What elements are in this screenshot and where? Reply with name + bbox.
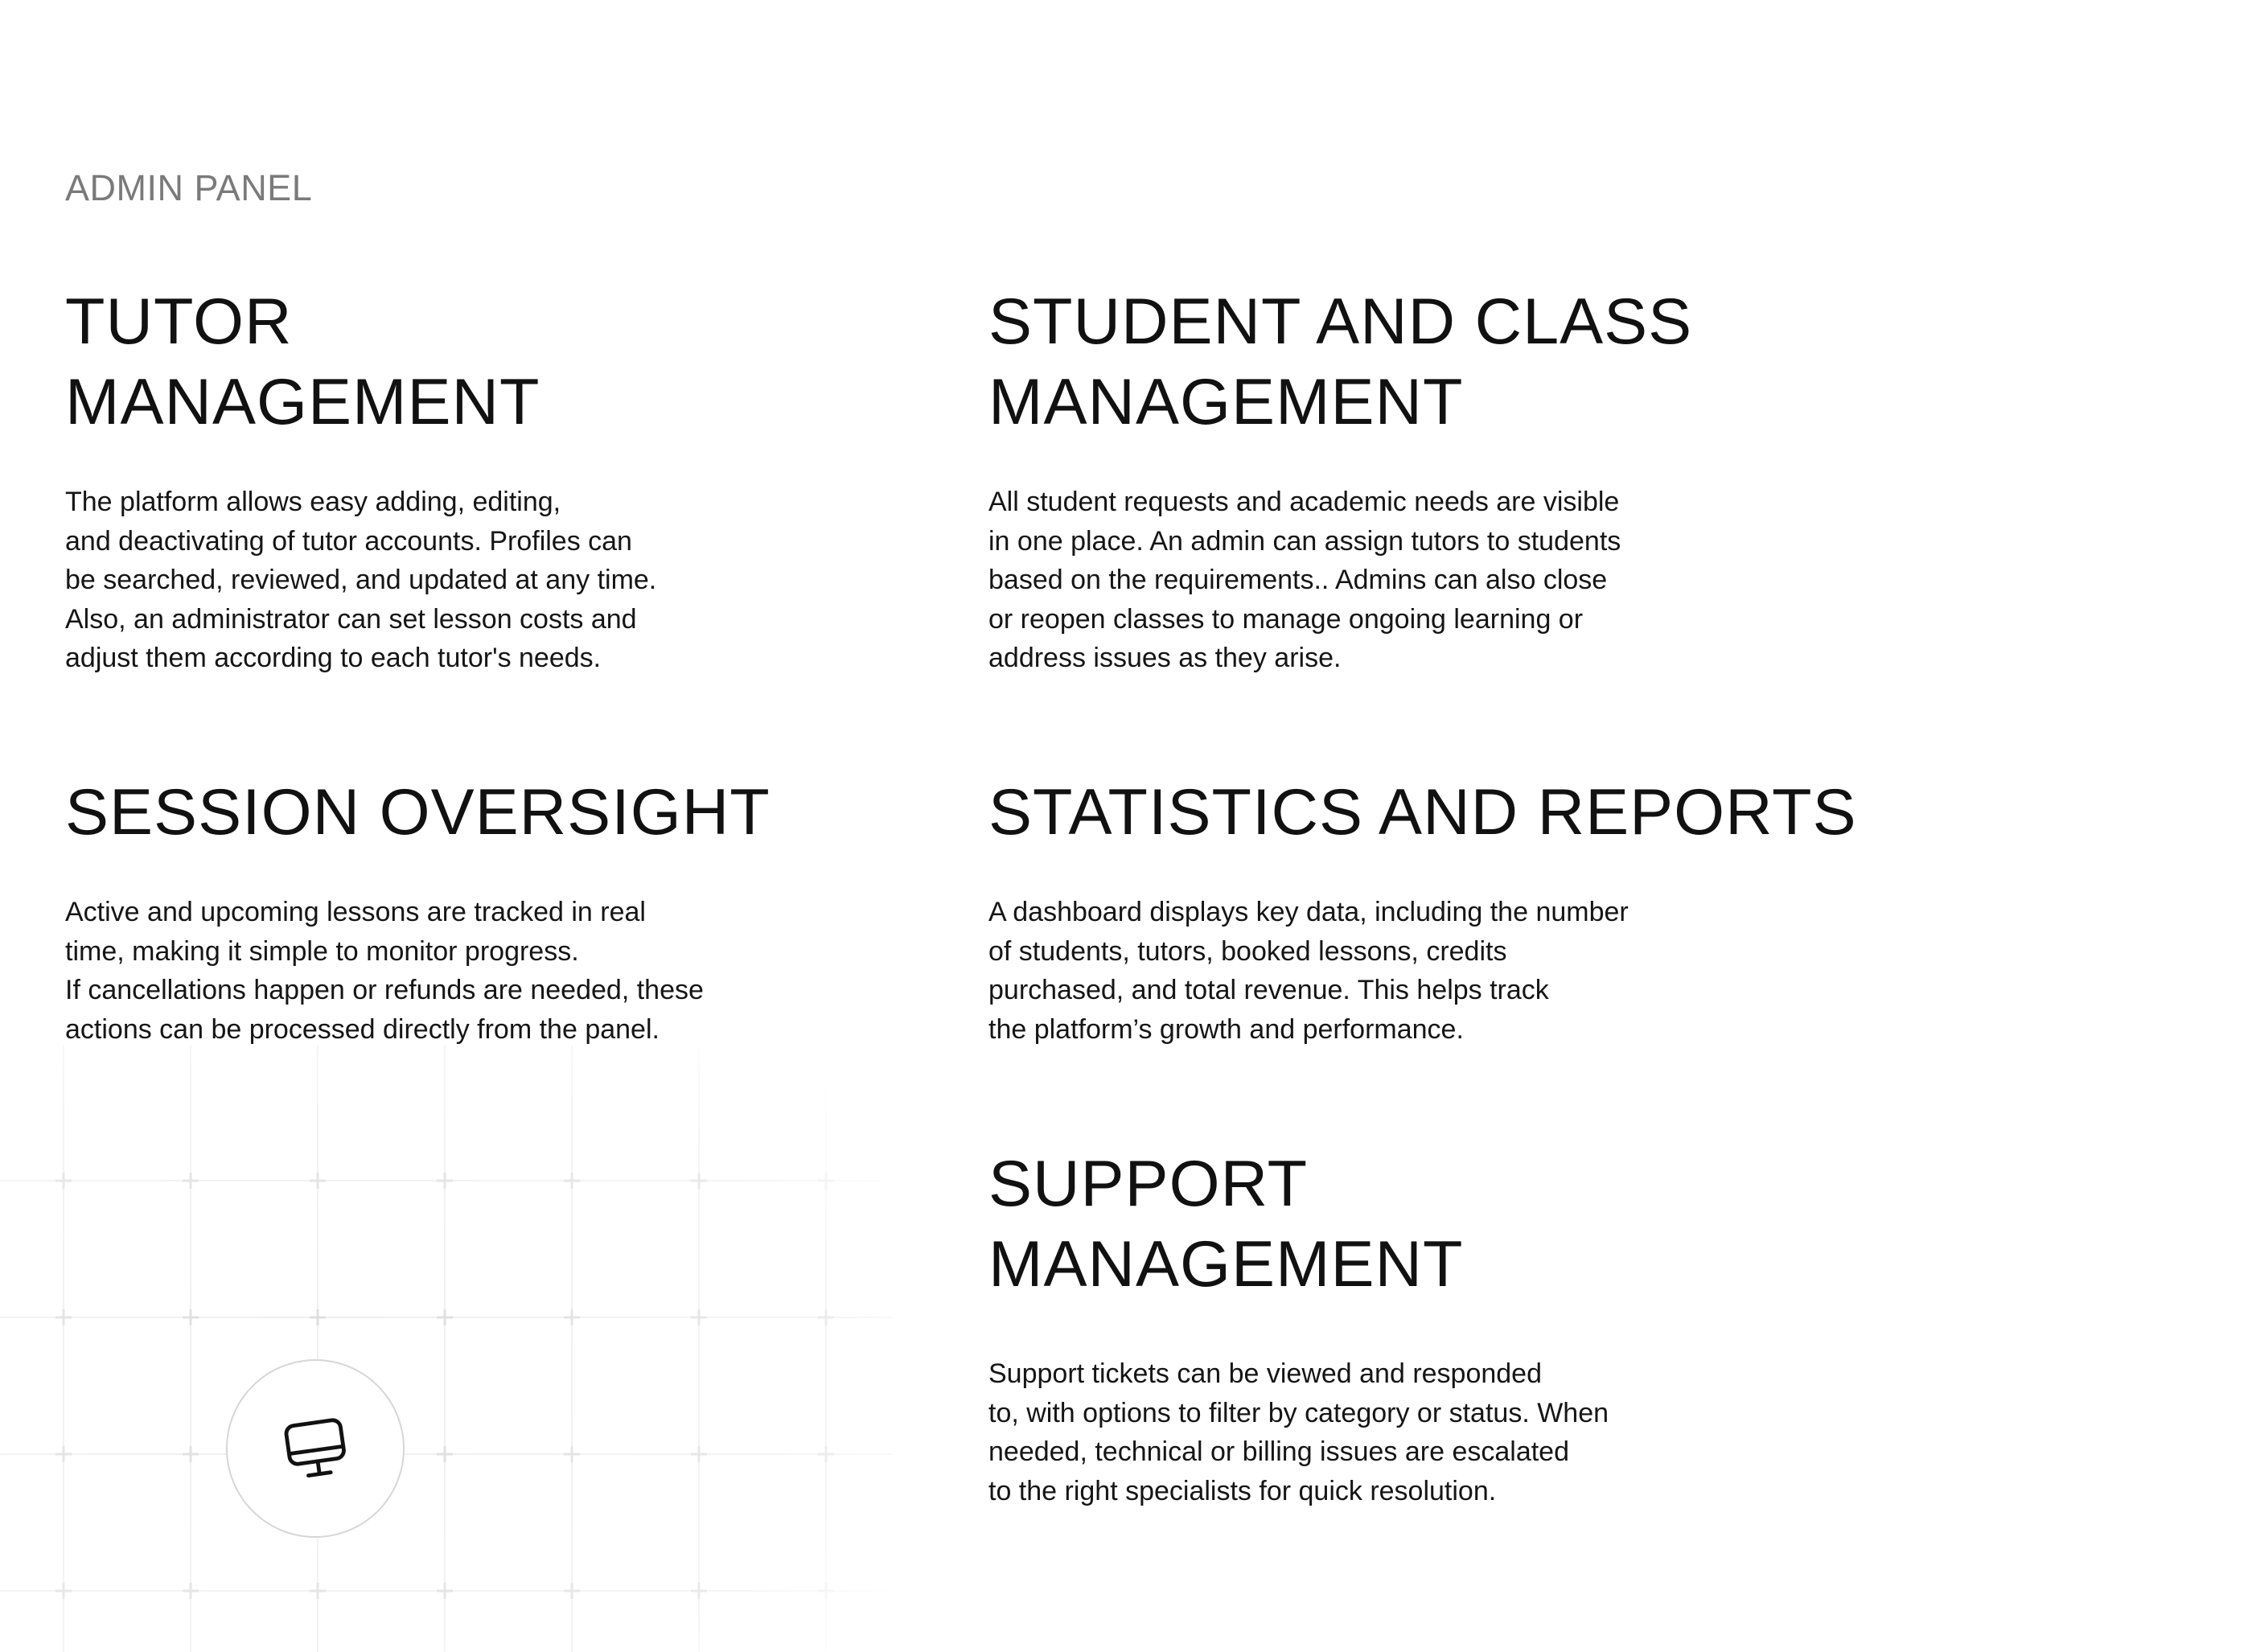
student-class-management-section [988, 281, 1692, 678]
section-title [65, 772, 771, 853]
grid-cross [818, 1583, 834, 1599]
grid-cross [818, 1309, 834, 1325]
statistics-reports-section [988, 772, 1857, 1049]
description-line: based on the requirements.. Admins can also close [988, 565, 1608, 595]
description-line: Support tickets can be viewed and responded [988, 1358, 1543, 1389]
grid-cross [437, 1583, 453, 1599]
description-line: If cancellations happen or refunds are needed, these [65, 975, 704, 1005]
description-line: the platform’s growth and performance. [988, 1013, 1464, 1045]
description-line: actions can be processed directly from the panel. [65, 1013, 660, 1045]
title-line: SESSION OVERSIGHT [65, 776, 771, 849]
description-line: time, making it simple to monitor progress. [65, 935, 579, 967]
section-description [65, 483, 656, 678]
description-line: purchased, and total revenue. This helps track [988, 975, 1549, 1005]
title-line: STUDENT AND CLASS [988, 286, 1693, 358]
support-management-section [988, 1144, 1609, 1510]
grid-cross [564, 1446, 580, 1462]
grid-cross [818, 1446, 834, 1462]
description-line: to, with options to filter by category or status. When [988, 1397, 1609, 1428]
tutor-management-section [65, 281, 656, 678]
description-line: adjust them according to each tutor's needs. [65, 643, 602, 673]
section-title [988, 772, 1857, 853]
section-description [65, 893, 771, 1049]
description-line: address issues as they arise. [988, 643, 1342, 673]
grid-cross [55, 1173, 72, 1189]
title-line: MANAGEMENT [988, 366, 1464, 438]
decorative-grid-pattern [0, 1046, 893, 1652]
monitor-icon [277, 1408, 354, 1490]
grid-cross [818, 1173, 834, 1189]
grid-cross [55, 1309, 72, 1325]
grid-cross [691, 1173, 707, 1189]
grid-cross [564, 1309, 580, 1325]
description-line: All student requests and academic needs are visible [988, 487, 1620, 517]
grid-cross [183, 1446, 199, 1462]
description-line: A dashboard displays key data, including the number [988, 897, 1629, 927]
description-line: and deactivating of tutor accounts. Profiles can [65, 525, 632, 557]
section-title [988, 281, 1692, 442]
section-title [988, 1144, 1609, 1305]
grid-cross [183, 1173, 199, 1189]
grid-cross [55, 1583, 72, 1599]
session-oversight-section [65, 772, 771, 1049]
grid-cross [310, 1173, 326, 1189]
grid-cross [691, 1446, 707, 1462]
grid-cross [564, 1173, 580, 1189]
description-line: The platform allows easy adding, editing, [65, 487, 561, 517]
grid-cross [437, 1173, 453, 1189]
grid-cross [691, 1309, 707, 1325]
grid-cross [437, 1446, 453, 1462]
title-line: TUTOR [65, 286, 293, 358]
title-line: MANAGEMENT [988, 1228, 1464, 1301]
title-line: SUPPORT [988, 1148, 1309, 1220]
description-line: to the right specialists for quick resolution. [988, 1475, 1497, 1506]
grid-cross [564, 1583, 580, 1599]
section-description [988, 483, 1692, 678]
title-line: STATISTICS AND REPORTS [988, 776, 1857, 849]
description-line: of students, tutors, booked lessons, credits [988, 935, 1507, 967]
grid-cross [183, 1309, 199, 1325]
grid-cross [691, 1583, 707, 1599]
description-line: Active and upcoming lessons are tracked in real [65, 897, 646, 927]
section-title [65, 281, 656, 442]
description-line: needed, technical or billing issues are escalated [988, 1436, 1570, 1467]
grid-cross [183, 1583, 199, 1599]
description-line: in one place. An admin can assign tutors to students [988, 525, 1621, 557]
grid-cross [310, 1583, 326, 1599]
section-description [988, 1354, 1609, 1510]
grid-cross [310, 1309, 326, 1325]
monitor-badge [226, 1359, 405, 1538]
description-line: be searched, reviewed, and updated at any time. [65, 565, 657, 595]
section-description [988, 893, 1857, 1049]
title-line: MANAGEMENT [65, 366, 540, 438]
grid-cross [55, 1446, 72, 1462]
section-eyebrow: ADMIN PANEL [65, 167, 313, 208]
description-line: or reopen classes to manage ongoing learning or [988, 603, 1584, 635]
grid-cross [437, 1309, 453, 1325]
description-line: Also, an administrator can set lesson costs and [65, 603, 637, 635]
